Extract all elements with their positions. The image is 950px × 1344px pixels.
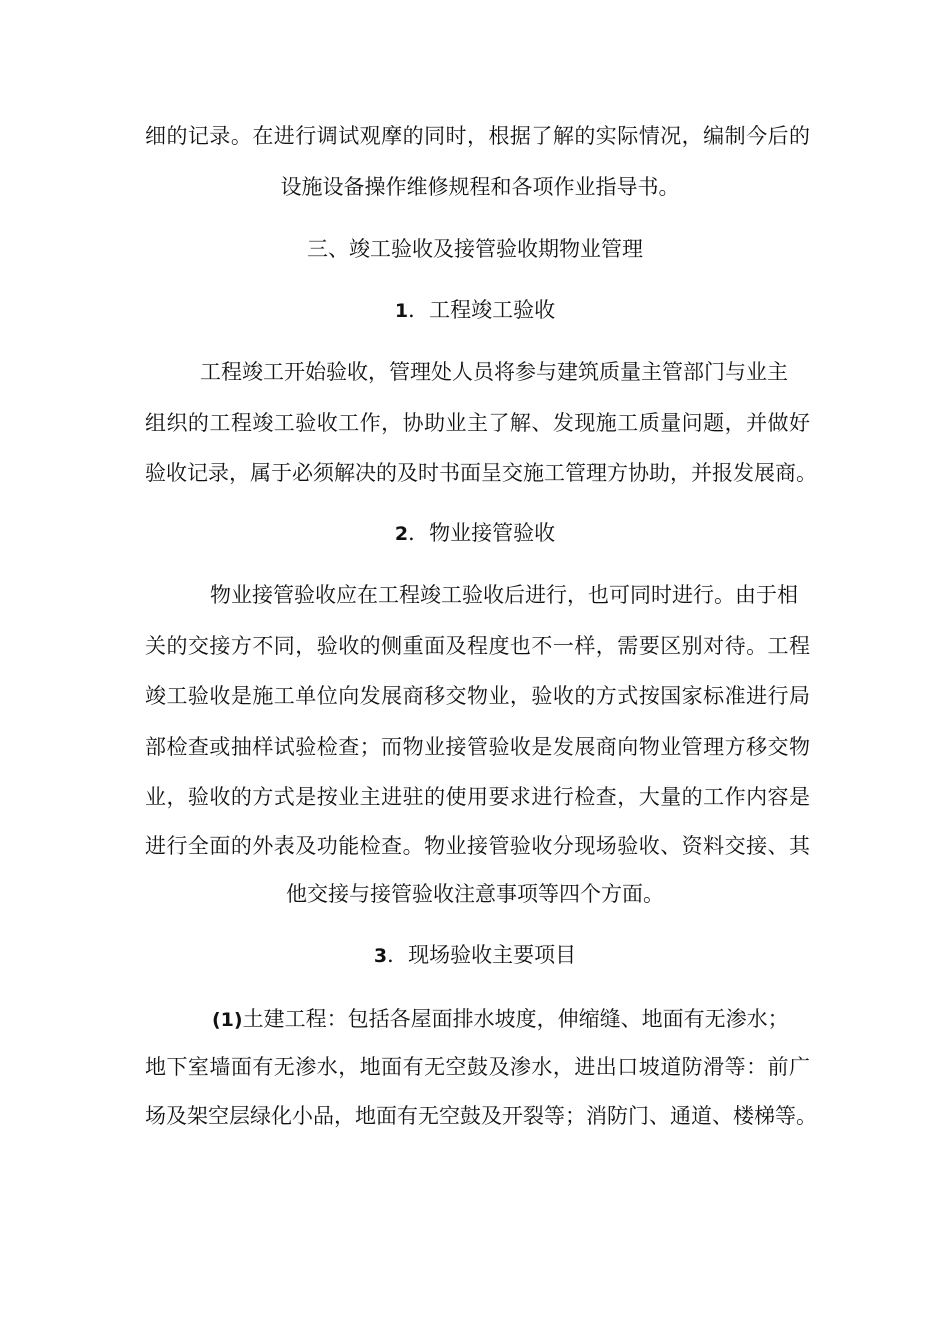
paragraph-line: 进行全面的外表及功能检查。物业接管验收分现场验收、资料交接、其 (145, 834, 810, 858)
heading-number: 1 (394, 300, 409, 322)
paragraph-line: 设施设备操作维修规程和各项作业指导书。 (280, 175, 680, 199)
paragraph-line: 验收记录，属于必须解决的及时书面呈交施工管理方协助，并报发展商。 (145, 461, 817, 485)
paragraph-line: 竣工验收是施工单位向发展商移交物业，验收的方式按国家标准进行局 (145, 684, 810, 708)
paragraph-line: 他交接与接管验收注意事项等四个方面。 (286, 882, 664, 906)
paragraph-line: 细的记录。在进行调试观摩的同时，根据了解的实际情况，编制今后的 (145, 124, 810, 148)
paragraph-line (212, 999, 950, 1039)
paragraph-line: 业，验收的方式是按业主进驻的使用要求进行检查，大量的工作内容是 (145, 785, 810, 809)
paragraph-line: 场及架空层绿化小品，地面有无空鼓及开裂等；消防门、通道、楼梯等。 (145, 1104, 817, 1128)
paragraph-line: 物业接管验收应在工程竣工验收后进行，也可同时进行。由于相 (210, 583, 798, 607)
item-text: 土建工程：包括各屋面排水坡度，伸缩缝、地面有无渗水； (242, 1007, 789, 1031)
subsection-heading (0, 290, 950, 330)
paragraph-line: 关的交接方不同，验收的侧重面及程度也不一样，需要区别对待。工程 (145, 634, 810, 658)
heading-number: 2 (394, 523, 409, 545)
item-number: (1) (212, 1009, 243, 1031)
subsection-heading (0, 935, 950, 975)
heading-number: 3 (373, 945, 388, 967)
paragraph-line: 地下室墙面有无渗水，地面有无空鼓及渗水，进出口坡道防滑等：前广 (145, 1055, 810, 1079)
subsection-heading (0, 513, 950, 553)
paragraph-line: 部检查或抽样试验检查；而物业接管验收是发展商向物业管理方移交物 (145, 735, 810, 759)
section-heading: 三、竣工验收及接管验收期物业管理 (307, 237, 643, 261)
heading-text: ．物业接管验收 (408, 521, 556, 545)
paragraph-line: 工程竣工开始验收，管理处人员将参与建筑质量主管部门与业主 (200, 360, 788, 384)
heading-text: ．现场验收主要项目 (387, 943, 577, 967)
paragraph-line: 组织的工程竣工验收工作，协助业主了解、发现施工质量问题，并做好 (145, 411, 810, 435)
heading-text: ．工程竣工验收 (408, 298, 556, 322)
